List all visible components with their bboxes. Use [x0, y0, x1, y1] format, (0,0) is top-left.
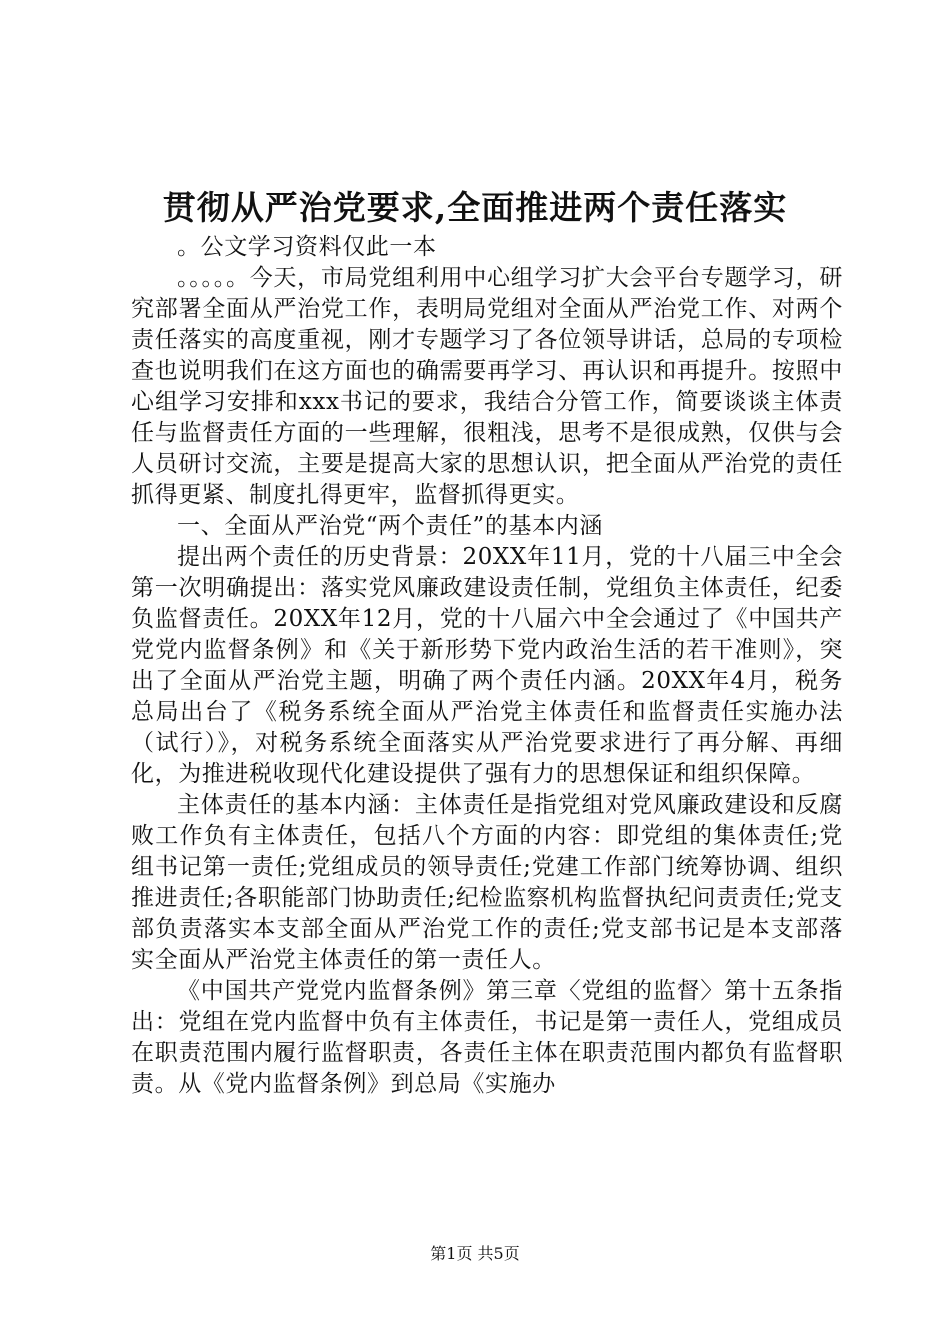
paragraph-intro: 。。。。。今天，市局党组利用中心组学习扩大会平台专题学习，研究部署全面从严治党工作，表明局党组对全面从严治党工作、对两个责任落实的高度重视，刚才专题学习了各位领导讲话，总局的专项检查也说明我们在这方面也的确需要再学习、再认识和再提升。按照中心组学习安排和xxx书记的要求，我结合分管工作，简要谈谈主体责任与监督责任方面的一些理解，很粗浅，思考不是很成熟，仅供与会人员研讨交流，主要是提高大家的思想认识，把全面从严治党的责任抓得更紧、制度扎得更牢，监督抓得更实。 [131, 265, 843, 508]
paragraph-regulation: 《中国共产党党内监督条例》第三章〈党组的监督〉第十五条指出：党组在党内监督中负有主体责任，书记是第一责任人，党组成员在职责范围内履行监督职责，各责任主体在职责范围内都负有监督职责。从《党内监督条例》到总局《实施办 [131, 978, 843, 1097]
paragraph-note: 。公文学习资料仅此一本 [177, 234, 437, 260]
paragraph-main-responsibility: 主体责任的基本内涵：主体责任是指党组对党风廉政建设和反腐败工作负有主体责任，包括八个方面的内容：即党组的集体责任;党组书记第一责任;党组成员的领导责任;党建工作部门统筹协调、组织推进责任;各职能部门协助责任;纪检监察机构监督执纪问责责任;党支部负责落实本支部全面从严治党工作的责任;党支部书记是本支部落实全面从严治党主体责任的第一责任人。 [131, 792, 843, 973]
paragraph-background: 提出两个责任的历史背景：20XX年11月，党的十八届三中全会第一次明确提出：落实党风廉政建设责任制，党组负主体责任，纪委负监督责任。20XX年12月，党的十八届六中全会通过了《中国共产党党内监督条例》和《关于新形势下党内政治生活的若干准则》，突出了全面从严治党主题，明确了两个责任内涵。20XX年4月，税务总局出台了《税务系统全面从严治党主体责任和监督责任实施办法（试行）》，对税务系统全面落实从严治党要求进行了再分解、再细化，为推进税收现代化建设提供了强有力的思想保证和组织保障。 [131, 544, 843, 787]
document-title: 贯彻从严治党要求,全面推进两个责任落实 [162, 188, 788, 227]
document-body [131, 232, 843, 1100]
page-footer: 第1页 共5页 [430, 1244, 520, 1263]
section-heading: 一、全面从严治党“两个责任”的基本内涵 [177, 513, 603, 539]
